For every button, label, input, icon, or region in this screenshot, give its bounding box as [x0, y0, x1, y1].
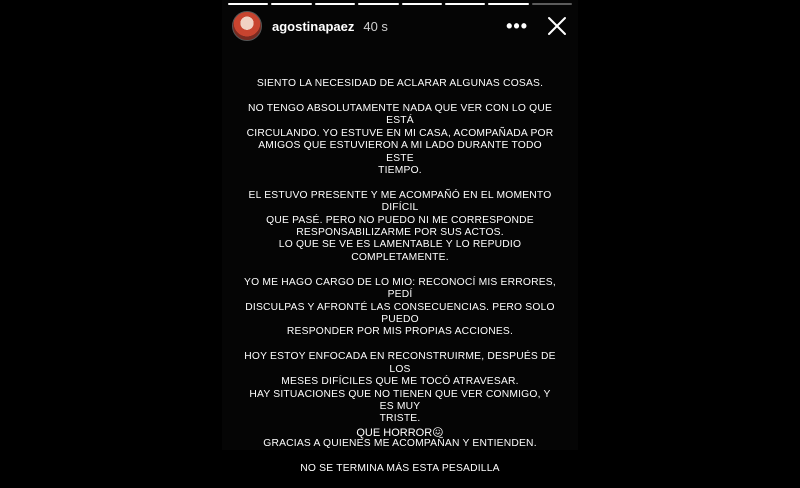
story-viewer[interactable]: [222, 0, 578, 475]
caption: QUE HORROR😖: [356, 427, 444, 439]
avatar[interactable]: [232, 11, 262, 41]
progress-segment: [488, 3, 528, 5]
username[interactable]: agostinapaez: [272, 18, 355, 34]
story-paragraph: GRACIAS A QUIENES ME ACOMPAÑAN Y ENTIENDEN.: [263, 438, 537, 450]
story-paragraph: YO ME HAGO CARGO DE LO MIO: RECONOCÍ MIS ERRORES, PEDÍ DISCULPAS Y AFRONTÉ LAS CONSECUENCIAS. PERO SOLO PUEDO RESPONDER POR MIS PROPIAS ACCIONES.: [244, 276, 556, 338]
progress-segment: [532, 3, 572, 5]
progress-segment: [402, 3, 442, 5]
story-paragraph: HOY ESTOY ENFOCADA EN RECONSTRUIRME, DESPUÉS DE LOS MESES DIFÍCILES QUE ME TOCÓ ATRAVESAR. HAY SITUACIONES QUE NO TIENEN QUE VER CONMIGO, Y ES MUY TRISTE.: [244, 351, 556, 425]
progress-segment: [358, 3, 398, 5]
story-paragraph: EL ESTUVO PRESENTE Y ME ACOMPAÑÓ EN EL MOMENTO DIFÍCIL QUE PASÉ. PERO NO PUEDO NI ME CORRESPONDE RESPONSABILIZARME POR SUS ACTOS. LO QUE SE VE ES LAMENTABLE Y LO REPUDIO COMPLETAMENTE.: [248, 189, 552, 263]
post-time: 40 s: [363, 18, 388, 34]
story-progress-bar: [228, 3, 572, 5]
close-icon[interactable]: [546, 15, 568, 37]
progress-segment: [228, 3, 268, 5]
story-paragraph: NO TENGO ABSOLUTAMENTE NADA QUE VER CON LO QUE ESTÁ CIRCULANDO. YO ESTUVE EN MI CASA, ACOMPAÑADA POR AMIGOS QUE ESTUVIERON A MI LADO DURANTE TODO ESTE TIEMPO.: [246, 102, 554, 176]
story-paragraph: SIENTO LA NECESIDAD DE ACLARAR ALGUNAS COSAS.: [256, 78, 544, 89]
story-header: [232, 11, 568, 41]
progress-segment: [445, 3, 485, 5]
progress-segment: [271, 3, 311, 5]
more-options-icon[interactable]: •••: [506, 16, 528, 36]
progress-segment: [315, 3, 355, 5]
story-paragraph: NO SE TERMINA MÁS ESTA PESADILLA: [300, 463, 500, 475]
